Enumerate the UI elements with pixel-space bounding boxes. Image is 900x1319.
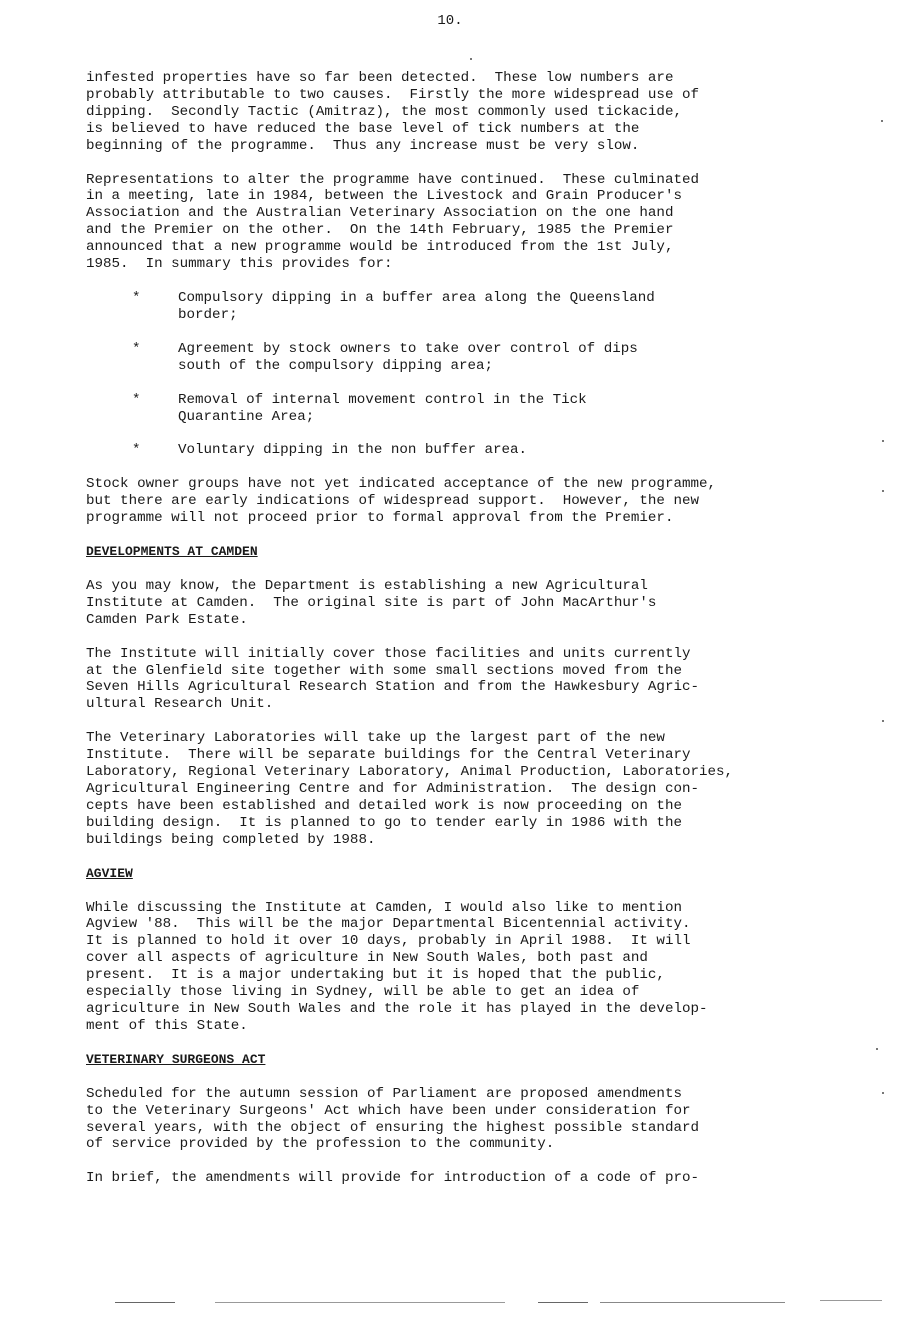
scan-artifact-dot (881, 120, 883, 122)
scan-artifact-line (600, 1302, 785, 1303)
scan-artifact-dot (470, 58, 472, 60)
scan-artifact-dot (882, 1092, 884, 1094)
section-camden (86, 544, 826, 849)
paragraph: Representations to alter the programme have continued. These culminated in a meeting, late in 1984, between the Livestock and Grain Producer's Association and the Australian Veterinary Association on the one hand and the Premier on the other. On the 14th February, 1985 the Premier announced that a new programme would be introduced from the 1st July, 1985. In summary this provides for: (86, 171, 699, 273)
list-item (86, 341, 826, 375)
list-item-text: Voluntary dipping in the non buffer area. (178, 442, 528, 459)
section-heading: AGVIEW (86, 865, 133, 881)
section-agview (86, 866, 826, 1035)
scan-artifact-line (115, 1302, 175, 1303)
list-item-text: Agreement by stock owners to take over control of dips south of the compulsory dipping area; (178, 340, 638, 374)
paragraph: Scheduled for the autumn session of Parliament are proposed amendments to the Veterinary Surgeons' Act which have been under consideration for several years, with the object of ensuring the highest possible standard of service provided by the profession to the community. (86, 1085, 699, 1153)
scan-artifact-line (820, 1300, 882, 1301)
list-item (86, 392, 826, 426)
asterisk-icon: * (132, 340, 141, 357)
list-item-text: Removal of internal movement control in the Tick Quarantine Area; (178, 391, 587, 425)
document-body (86, 70, 826, 1204)
paragraph: As you may know, the Department is establishing a new Agricultural Institute at Camden. The original site is part of John MacArthur's Camden Park Estate. (86, 577, 657, 628)
list-item-text: Compulsory dipping in a buffer area along the Queensland border; (178, 289, 655, 323)
asterisk-icon: * (132, 442, 141, 459)
scan-artifact-dot (882, 490, 884, 492)
scan-artifact-line (538, 1302, 588, 1303)
page-number: 10. (437, 13, 463, 29)
list-item (86, 442, 826, 459)
scan-artifact-line (215, 1302, 505, 1303)
scan-artifact-dot (882, 720, 884, 722)
paragraph: The Institute will initially cover those facilities and units currently at the Glenfield site together with some small sections moved from the Seven Hills Agricultural Research Station and from the Hawkesbury Agric- ultural Research Unit. (86, 645, 699, 713)
section-veterinary-surgeons-act (86, 1052, 826, 1187)
asterisk-icon: * (132, 391, 141, 408)
paragraph: Stock owner groups have not yet indicated acceptance of the new programme, but there are early indications of widespread support. However, the new programme will not proceed prior to formal approval from the Premier. (86, 476, 717, 527)
bullet-list (86, 290, 826, 459)
section-heading: VETERINARY SURGEONS ACT (86, 1051, 266, 1067)
paragraph: While discussing the Institute at Camden, I would also like to mention Agview '88. This will be the major Departmental Bicentennial activity. It is planned to hold it over 10 days, probably in April 1988. It will cover all aspects of agriculture in New South Wales, both past and present. It is a major undertaking but it is hoped that the public, especially those living in Sydney, will be able to get an idea of agriculture in New South Wales and the role it has played in the develop- ment of this State. (86, 899, 708, 1034)
asterisk-icon: * (132, 289, 141, 306)
list-item (86, 290, 826, 324)
scan-artifact-dot (882, 440, 884, 442)
paragraph: infested properties have so far been detected. These low numbers are probably attributable to two causes. Firstly the more widespread use of dipping. Secondly Tactic (Amitraz), the most commonly used tickacide, is believed to have reduced the base level of tick numbers at the beginning of the programme. Thus any increase must be very slow. (86, 70, 699, 154)
section-heading: DEVELOPMENTS AT CAMDEN (86, 544, 258, 560)
scan-artifact-dot (876, 1048, 878, 1050)
paragraph: In brief, the amendments will provide for introduction of a code of pro- (86, 1170, 699, 1187)
paragraph: The Veterinary Laboratories will take up the largest part of the new Institute. There will be separate buildings for the Central Veterinary Laboratory, Regional Veterinary Laboratory, Animal Production, Laboratories, Agricultural Engineering Centre and for Administration. The design con- cepts have been established and detailed work is now proceeding on the building design. It is planned to go to tender early in 1986 with the buildings being completed by 1988. (86, 730, 734, 848)
